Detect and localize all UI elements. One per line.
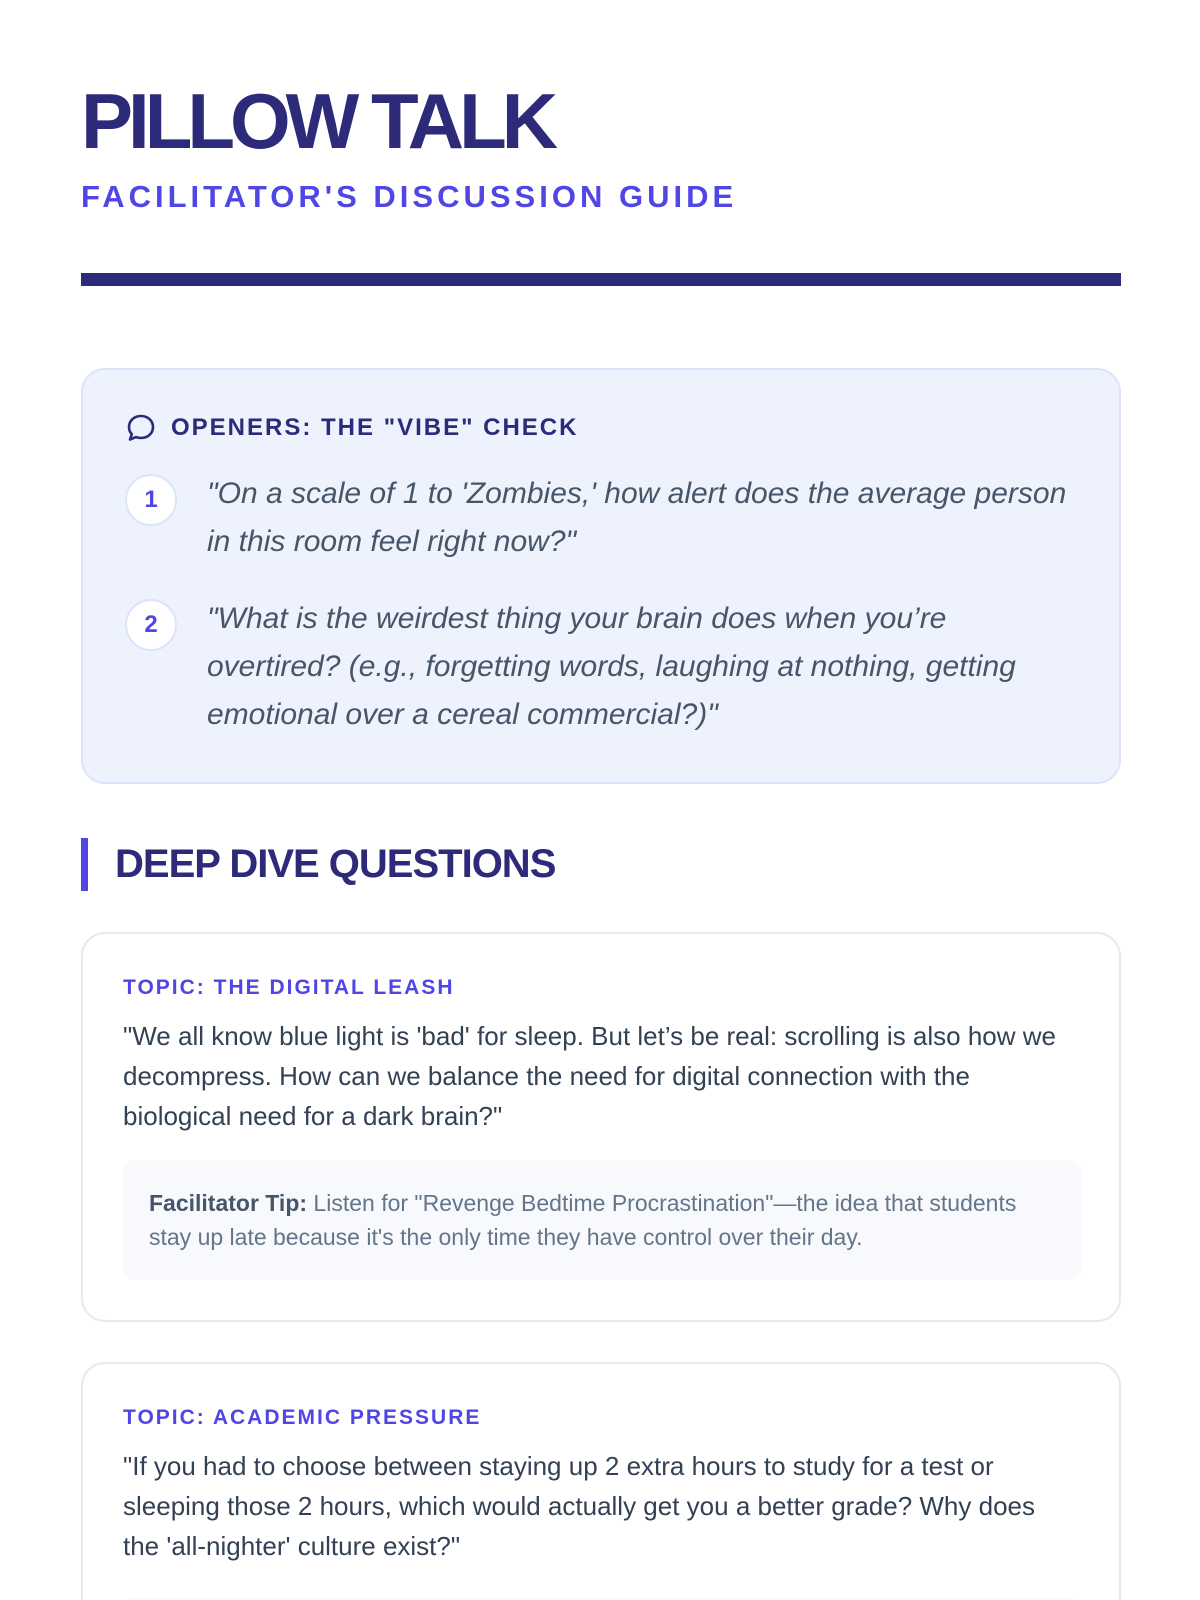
openers-title: OPENERS: THE "VIBE" CHECK — [171, 414, 579, 441]
page-title: PILLOW TALK — [81, 77, 554, 165]
deep-dive-title: DEEP DIVE QUESTIONS — [115, 842, 556, 886]
question-text: "We all know blue light is 'bad' for sleep. But let’s be real: scrolling is also how we decompress. How can we balance the need for digital connection with the biological need for a dark brain?" — [123, 1021, 1056, 1131]
tip-text: Listen for "Revenge Bedtime Procrastination"—the idea that students stay up late because it's the only time they have control over their day. — [149, 1190, 1017, 1250]
tip-label: Facilitator Tip: — [149, 1190, 308, 1216]
page-subtitle: FACILITATOR'S DISCUSSION GUIDE — [81, 179, 738, 214]
openers-header — [125, 412, 578, 444]
facilitator-tip — [123, 1160, 1081, 1280]
opener-item — [125, 470, 1077, 566]
question-card — [81, 1362, 1121, 1600]
question-card — [81, 932, 1121, 1322]
opener-question: "What is the weirdest thing your brain does when you’re overtired? (e.g., forgetting words, laughing at nothing, getting emotional over a cereal commercial?)" — [207, 602, 1016, 731]
opener-question: "On a scale of 1 to 'Zombies,' how alert does the average person in this room feel right now?" — [207, 477, 1067, 558]
topic-label: TOPIC: THE DIGITAL LEASH — [123, 976, 455, 999]
topic-label: TOPIC: ACADEMIC PRESSURE — [123, 1406, 482, 1429]
opener-item — [125, 595, 1077, 739]
header-divider — [81, 273, 1121, 286]
chat-bubble-icon — [125, 412, 157, 444]
question-text: "If you had to choose between staying up 2 extra hours to study for a test or sleeping those 2 hours, which would actually get you a better grade? Why does the 'all-nighter' culture exist?" — [123, 1451, 1035, 1561]
opener-number-badge: 2 — [125, 599, 177, 651]
openers-panel — [81, 368, 1121, 784]
opener-number-badge: 1 — [125, 474, 177, 526]
deep-dive-heading — [81, 838, 555, 891]
